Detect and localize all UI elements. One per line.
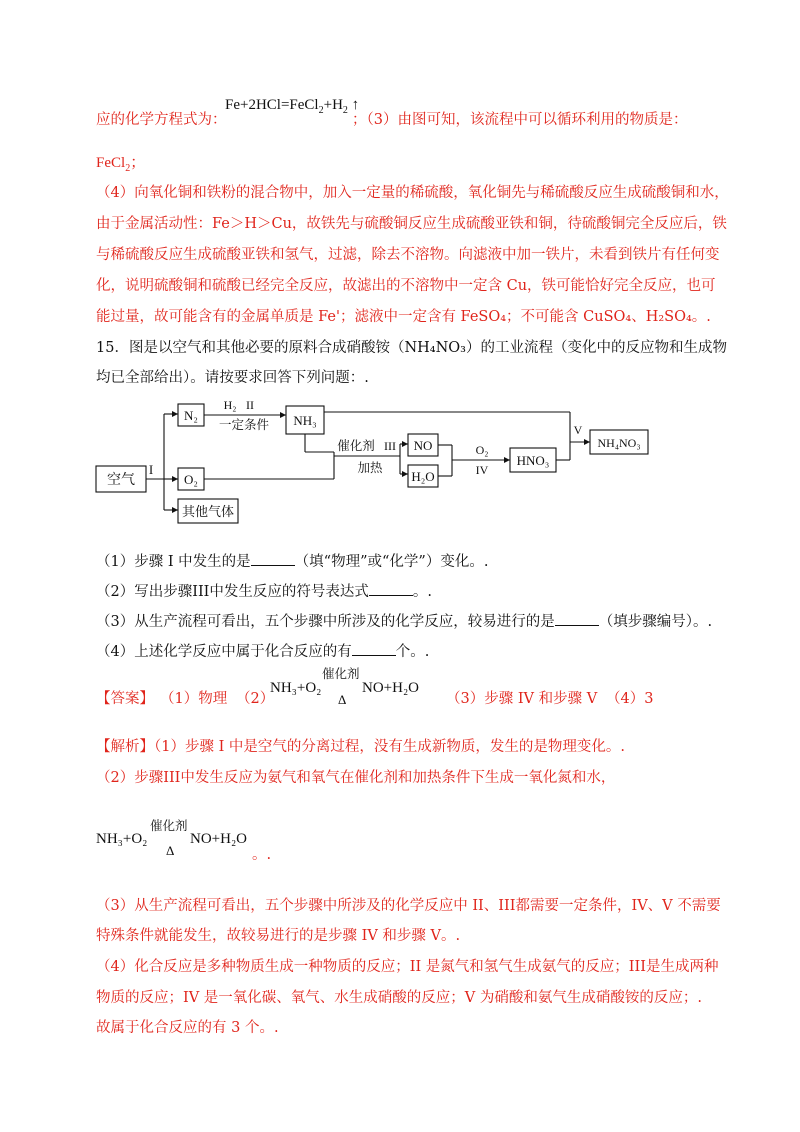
- cond2-label: 一定条件: [218, 417, 270, 432]
- step4-label: IV: [475, 463, 489, 477]
- q14-p4-line5: 能过量，故可能含有的金属单质是 Fe'；滤液中一定含有 FeSO₄；不可能含 CuSO₄、H₂SO₄。.: [96, 309, 711, 325]
- step1-label: I: [148, 462, 154, 477]
- o2-label: O₂: [184, 472, 198, 487]
- answer-1: （1）物理: [160, 691, 228, 707]
- analysis-p3-line1: （3）从生产流程可看出，五个步骤中所涉及的化学反应中 II、III都需要一定条件，IV、V 不需要: [96, 898, 721, 914]
- hno3-label: HNO₃: [516, 453, 550, 468]
- h2o-label: H₂O: [411, 469, 435, 484]
- analysis-p4-line1: （4）化合反应是多种物质生成一种物质的反应；II 是氮气和氢气生成氨气的反应；III是生成两种: [96, 959, 719, 975]
- q14-p4-line4: 化，说明硫酸铜和硫酸已经完全反应，故滤出的不溶物中一定含 Cu，铁可能恰好完全反应，也可: [96, 278, 716, 294]
- analysis-p4-line2: 物质的反应；IV 是一氧化碳、氧气、水生成硝酸的反应；V 为硝酸和氨气生成硝酸铵的反应；.: [96, 990, 702, 1006]
- analysis-p3-line2: 特殊条件就能发生，故较易进行的是步骤 IV 和步骤 V。.: [96, 928, 461, 944]
- step2-label: II: [246, 398, 254, 412]
- flow-diagram: [90, 394, 660, 534]
- analysis-line1: 【解析】（1）步骤 I 中是空气的分离过程，没有生成新物质，发生的是物理变化。.: [96, 739, 626, 755]
- n2-label: N₂: [184, 408, 198, 423]
- q15-question4: （4）上述化学反应中属于化合反应的有 个。.: [96, 641, 429, 662]
- h2-label: H₂: [223, 398, 237, 412]
- step3-label: III: [384, 439, 396, 453]
- q14-p4-line2: 由于金属活动性：Fe＞H＞Cu，故铁先与硫酸铜反应生成硫酸亚铁和铜，待硫酸铜完全反应后，铁: [96, 216, 727, 232]
- q15-question2: （2）写出步骤III中发生反应的符号表达式 。.: [96, 581, 432, 602]
- q15-question3: （3）从生产流程可看出，五个步骤中所涉及的化学反应，较易进行的是 （填步骤编号）。.: [96, 611, 712, 632]
- eq-suffix: ；（3）由图可知，该流程中可以循环利用的物质是：: [352, 112, 688, 128]
- q14-p4-line1: （4）向氧化铜和铁粉的混合物中，加入一定量的稀硫酸，氧化铜先与稀硫酸反应生成硫酸铜和水，: [96, 185, 729, 201]
- fecl2-answer: FeCl$_2$；: [96, 155, 146, 174]
- q15-intro-line2: 均已全部给出）。请按要求回答下列问题：.: [96, 370, 369, 386]
- nh4no3-label: NH₄NO₃: [597, 436, 641, 450]
- air-label: 空气: [107, 472, 135, 488]
- o2b-label: O₂: [475, 443, 489, 457]
- analysis-eq-catalyst: 催化剂: [150, 818, 188, 833]
- answer-4: （4）3: [606, 691, 654, 707]
- other-gas-label: 其他气体: [181, 505, 235, 520]
- answer-2: （2）: [236, 691, 275, 707]
- answer-eq-delta: Δ: [338, 692, 347, 707]
- q15-intro-line1: 15．图是以空气和其他必要的原料合成硝酸铵（NH₄NO₃）的工业流程（变化中的反应物和生成物: [96, 340, 727, 356]
- answer-3: （3）步骤 IV 和步骤 V: [446, 691, 598, 707]
- heat3-label: 加热: [357, 460, 383, 475]
- q15-question1: （1）步骤 I 中发生的是 （填“物理”或“化学”）变化。.: [96, 551, 488, 572]
- fe-hcl-equation: $Fe+2HCl=FeCl_2+H_2$ ↑: [225, 97, 360, 116]
- eq-prefix: 应的化学方程式为：: [96, 112, 227, 128]
- analysis-eq-delta: Δ: [166, 843, 175, 858]
- answer-label: 【答案】: [96, 691, 154, 707]
- no-label: NO: [413, 438, 433, 453]
- nh3-label: NH₃: [293, 413, 317, 428]
- answer-eq-left: NH₃+O₂: [270, 680, 322, 696]
- analysis-eq-right: NO+H₂O: [190, 831, 248, 847]
- answer-eq-right: NO+H₂O: [362, 680, 420, 696]
- analysis-line2: （2）步骤III中发生反应为氨气和氧气在催化剂和加热条件下生成一氧化氮和水，: [96, 770, 616, 786]
- analysis-eq-tail: 。.: [252, 847, 272, 863]
- q14-p4-line3: 与稀硫酸反应生成硫酸亚铁和氢气，过滤，除去不溶物。向滤液中加一铁片，未看到铁片有任何变: [96, 247, 720, 263]
- analysis-p4-line3: 故属于化合反应的有 3 个。.: [96, 1020, 279, 1036]
- cat3-label: 催化剂: [337, 438, 375, 453]
- answer-eq-catalyst: 催化剂: [322, 666, 360, 681]
- analysis-eq-left: NH₃+O₂: [96, 831, 148, 847]
- step5-label: V: [573, 423, 583, 437]
